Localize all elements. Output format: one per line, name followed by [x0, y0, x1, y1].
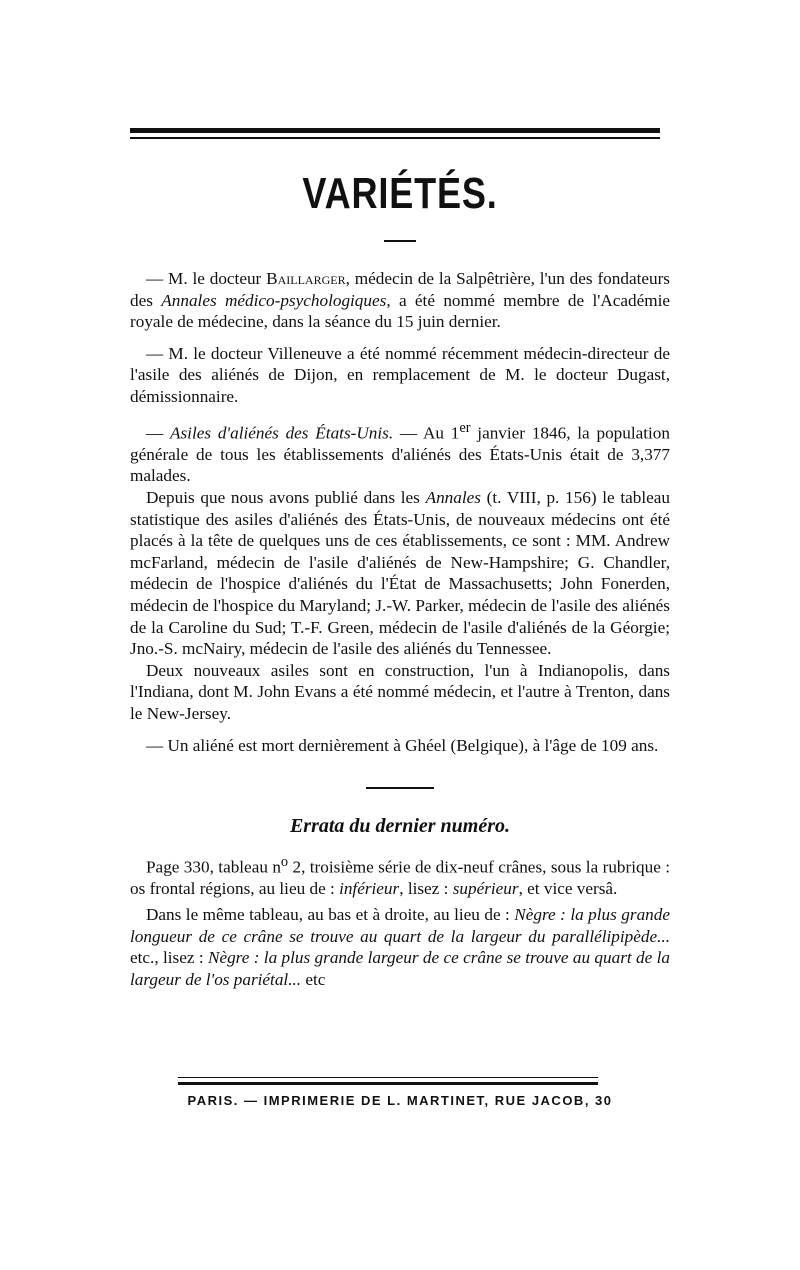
text-run: 2, troisième série de dix-neuf crânes, sous la rubrique : os frontal régions, au lieu de :: [130, 857, 670, 899]
errata-item-1: [130, 852, 670, 900]
text-run: (t. VIII, p. 156) le tableau statistique des asiles d'aliénés des États-Unis, de nouveaux médecins ont été placés à la tête de quelques uns de ces établissements, ce sont : MM. Andrew mcFarland, médecin de l'asile d'aliénés de New-Hampshire; G. Chandler, médecin de l'hospice d'aliénés du l'État de Massachusetts; John Fonerden, médecin de l'hospice du Maryland; J.-W. Parker, médecin de l'asile des aliénés de la Caroline du Sud; T.-F. Green, médecin de l'asile d'aliénés de la Géorgie; Jno.-S. mcNairy, médecin de l'asile des aliénés du Tennessee.: [130, 488, 670, 659]
text-run: —: [146, 423, 170, 443]
text-run: , et vice versâ.: [518, 879, 618, 899]
text-run: , lisez :: [399, 879, 453, 899]
text-run: — M. le docteur: [146, 269, 267, 288]
item-villeneuve: — M. le docteur Villeneuve a été nommé récemment médecin-directeur de l'asile des aliénés de Dijon, en remplacement de M. le docteur Dugast, démissionnaire.: [130, 343, 670, 406]
errata-wrong-term: inférieur: [339, 879, 400, 899]
item-asiles: [130, 418, 670, 488]
item-new-asylums: Deux nouveaux asiles sont en construction, l'un à Indianopolis, dans l'Indiana, dont M. John Evans a été nommé médecin, et l'autre à Trenton, dans le New-Jersey.: [130, 660, 670, 724]
errata-right-term: Nègre : la plus grande largeur de ce crâne se trouve au quart de la largeur de l'os pariétal...: [130, 948, 670, 989]
superscript: o: [280, 854, 289, 870]
title-dash: [384, 240, 416, 242]
text-run: etc., lisez :: [130, 948, 208, 968]
top-rule-thin: [130, 137, 660, 139]
journal-title: Annales médico-psychologiques: [161, 290, 387, 310]
text-run: Page 330, tableau n: [146, 857, 281, 877]
printer-imprint: PARIS. — IMPRIMERIE DE L. MARTINET, RUE JACOB, 30: [187, 1093, 613, 1108]
text-run: Depuis que nous avons publié dans les: [146, 488, 426, 508]
journal-title: Annales: [425, 488, 481, 508]
text-run: etc: [301, 969, 326, 989]
errata-heading: Errata du dernier numéro.: [289, 815, 511, 837]
item-new-doctors: [130, 487, 670, 660]
errata-wrong-term: Nègre : la plus grande longueur de ce crâne se trouve au quart de la largeur du parallélipipède...: [130, 904, 670, 946]
section-divider: [366, 787, 434, 789]
errata-right-term: supérieur: [452, 879, 519, 899]
varietes-body: [130, 268, 670, 766]
section-heading: Asiles d'aliénés des États-Unis.: [169, 423, 394, 443]
text-run: — Au 1: [393, 423, 460, 443]
errata-body: [130, 852, 670, 990]
top-rule-thick: [130, 128, 660, 133]
text-run: janvier 1846, la population générale de tous les établissements d'aliénés des États-Unis était de 3,377 malades.: [130, 423, 670, 486]
footer-rule-thin: [178, 1077, 598, 1078]
text-run: , médecin de la Salpêtrière, l'un des fondateurs des: [130, 269, 670, 310]
text-run: Dans le même tableau, au bas et à droite, au lieu de :: [146, 904, 515, 924]
text-run: , a été nommé membre de l'Académie royale de médecine, dans la séance du 15 juin dernier.: [130, 290, 670, 332]
footer-rule-thick: [178, 1082, 598, 1085]
page-title: VARIÉTÉS.: [302, 169, 498, 218]
person-name: Baillarger: [266, 269, 346, 288]
errata-item-2: [130, 904, 670, 990]
item-baillarger: [130, 268, 670, 333]
superscript: er: [459, 419, 471, 436]
item-gheel: — Un aliéné est mort dernièrement à Ghéel (Belgique), à l'âge de 109 ans.: [146, 735, 659, 755]
